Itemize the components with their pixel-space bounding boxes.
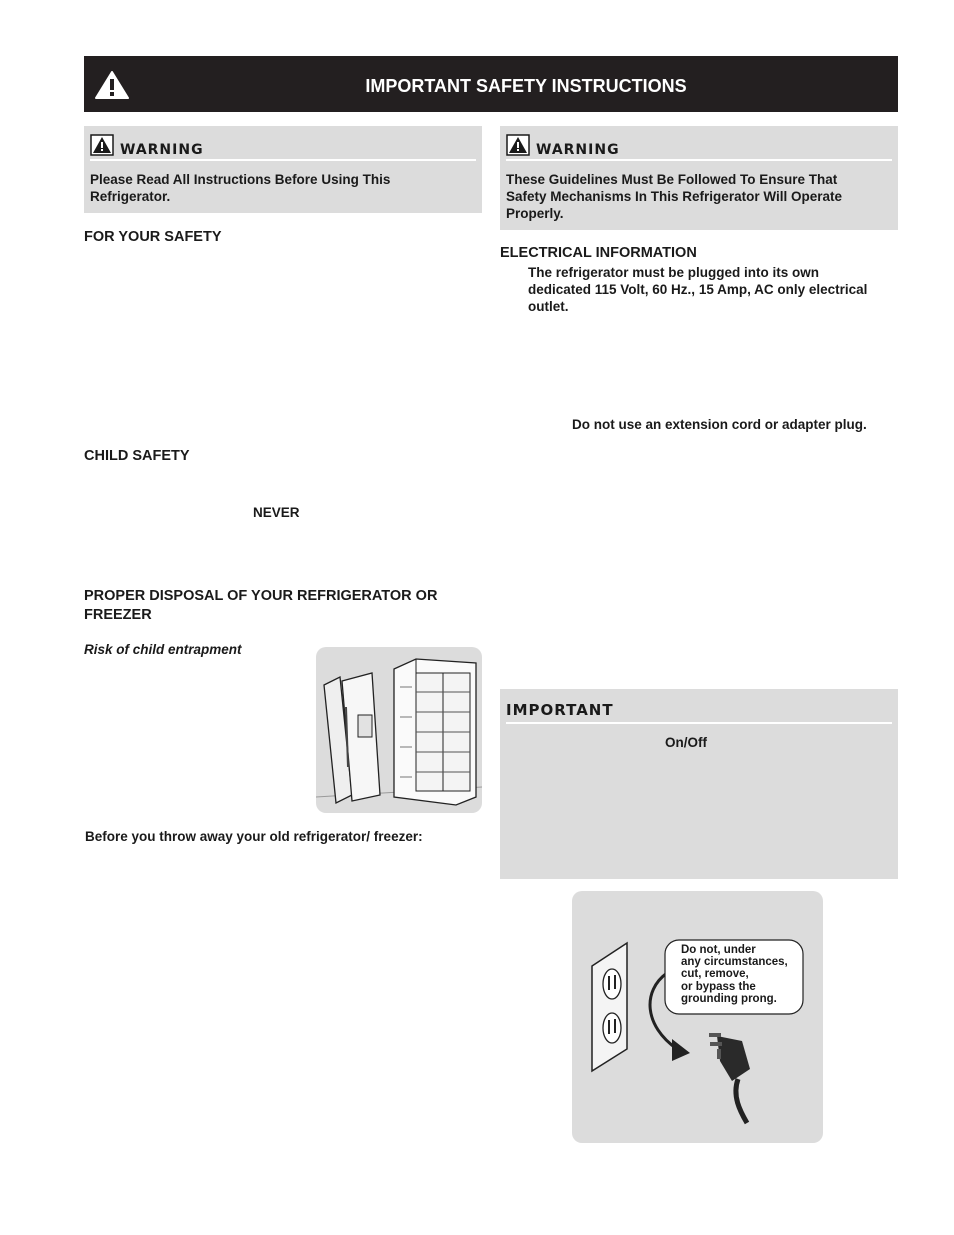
warning-text-line: These Guidelines Must Be Followed To Ensure That <box>506 172 838 187</box>
divider <box>506 159 892 161</box>
warning-label: WARNING <box>536 142 620 158</box>
section-heading-electrical: ELECTRICAL INFORMATION <box>500 245 697 261</box>
important-box <box>500 689 898 879</box>
warning-label: WARNING <box>120 142 204 158</box>
before-throw-text: Before you throw away your old refrigerator/ freezer: <box>85 829 423 844</box>
risk-text: Risk of child entrapment <box>84 642 242 657</box>
section-heading-for-your-safety: FOR YOUR SAFETY <box>84 229 222 245</box>
warning-text-line: Properly. <box>506 206 564 221</box>
divider <box>90 159 476 161</box>
warning-text-line: Safety Mechanisms In This Refrigerator Will Operate <box>506 189 842 204</box>
warning-box-left <box>84 126 482 213</box>
callout-line: Do not, under <box>681 944 756 956</box>
important-label: IMPORTANT <box>506 701 614 719</box>
warning-icon <box>506 134 530 161</box>
warning-icon <box>90 134 114 161</box>
never-text: NEVER <box>253 505 300 520</box>
on-off-text: On/Off <box>665 735 707 750</box>
extension-cord-text: Do not use an extension cord or adapter plug. <box>572 417 867 432</box>
electrical-text-line: The refrigerator must be plugged into its own <box>528 265 820 280</box>
section-heading-disposal-cont: FREEZER <box>84 607 152 623</box>
page-title: IMPORTANT SAFETY INSTRUCTIONS <box>365 76 687 96</box>
refrigerator-illustration <box>316 647 482 813</box>
callout-line: or bypass the <box>681 980 756 993</box>
grounding-callout <box>681 944 788 1005</box>
callout-line: any circumstances, <box>681 956 788 969</box>
callout-line: cut, remove, <box>681 968 749 981</box>
header-banner <box>84 56 898 112</box>
warning-text-line: Please Read All Instructions Before Using This <box>90 172 391 187</box>
warning-box-right <box>500 126 898 230</box>
divider <box>506 722 892 724</box>
warning-text-line: Refrigerator. <box>90 189 171 204</box>
electrical-text-line: outlet. <box>528 299 569 314</box>
callout-line: grounding prong. <box>681 992 777 1005</box>
section-heading-disposal: PROPER DISPOSAL OF YOUR REFRIGERATOR OR <box>84 588 438 604</box>
section-heading-child-safety: CHILD SAFETY <box>84 448 190 464</box>
electrical-text-line: dedicated 115 Volt, 60 Hz., 15 Amp, AC only electrical <box>528 282 868 297</box>
grounding-plug-illustration <box>572 891 823 1143</box>
